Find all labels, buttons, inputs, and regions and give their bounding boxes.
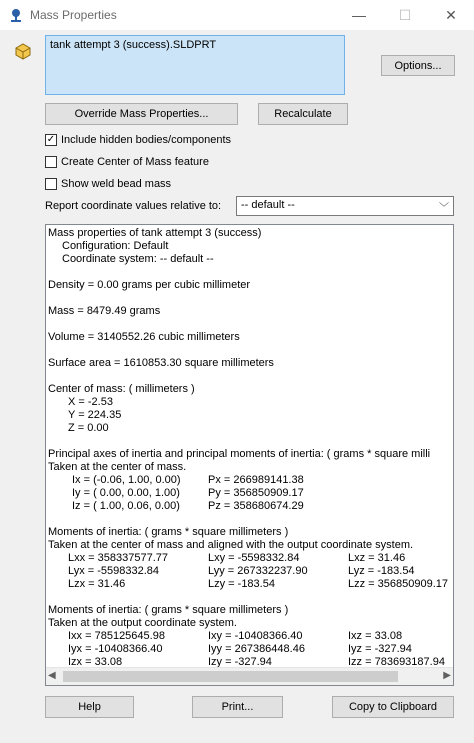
maximize-button[interactable]: ☐ bbox=[398, 6, 412, 23]
create-com-checkbox-row[interactable] bbox=[45, 156, 209, 168]
moi-com-value: Lxz = 31.46 bbox=[348, 552, 406, 564]
create-com-checkbox[interactable] bbox=[45, 156, 57, 168]
moi-com-value: Lxx = 358337577.77 bbox=[68, 552, 169, 564]
moi-com-value: Lxy = -5598332.84 bbox=[208, 552, 300, 564]
include-hidden-checkbox-row[interactable] bbox=[45, 134, 231, 146]
report-coordinate-label: Report coordinate values relative to: bbox=[45, 200, 222, 212]
moi-output-value: Izy = -327.94 bbox=[208, 656, 272, 667]
weld-bead-checkbox-row[interactable] bbox=[45, 178, 171, 190]
moi-com-value: Lzy = -183.54 bbox=[208, 578, 275, 590]
results-header: Mass properties of tank attempt 3 (success) bbox=[48, 227, 262, 239]
scrollbar-thumb[interactable] bbox=[63, 671, 398, 682]
moi-output-value: Iyy = 267386448.46 bbox=[208, 643, 305, 655]
moi-com-value: Lyx = -5598332.84 bbox=[68, 565, 160, 577]
coordinate-system-line: Coordinate system: -- default -- bbox=[62, 253, 214, 265]
volume-line: Volume = 3140552.26 cubic millimeters bbox=[48, 331, 240, 343]
include-hidden-label: Include hidden bodies/components bbox=[61, 134, 232, 146]
moi-output-value: Iyz = -327.94 bbox=[348, 643, 412, 655]
principal-py: Py = 356850909.17 bbox=[208, 487, 304, 499]
horizontal-scrollbar[interactable] bbox=[46, 667, 453, 685]
chevron-down-icon: ﹀ bbox=[439, 203, 449, 214]
part-icon bbox=[14, 42, 32, 60]
scroll-left-icon[interactable]: ◀ bbox=[48, 670, 56, 681]
options-button[interactable]: Options... bbox=[381, 55, 455, 76]
moi-output-sub: Taken at the output coordinate system. bbox=[48, 617, 237, 629]
selected-item[interactable]: tank attempt 3 (success).SLDPRT bbox=[50, 39, 217, 51]
mass-properties-icon bbox=[8, 7, 24, 23]
coordinate-system-select[interactable] bbox=[236, 196, 454, 216]
moi-output-value: Ixy = -10408366.40 bbox=[208, 630, 303, 642]
principal-pz: Pz = 358680674.29 bbox=[208, 500, 304, 512]
moi-output-value: Iyx = -10408366.40 bbox=[68, 643, 163, 655]
moi-output-value: Ixx = 785125645.98 bbox=[68, 630, 165, 642]
moi-com-value: Lzz = 356850909.17 bbox=[348, 578, 448, 590]
principal-header: Principal axes of inertia and principal moments of inertia: ( grams * square milli bbox=[48, 448, 431, 460]
selected-items-list[interactable] bbox=[45, 35, 345, 95]
scroll-right-icon[interactable]: ▶ bbox=[443, 670, 451, 681]
weld-bead-checkbox[interactable] bbox=[45, 178, 57, 190]
configuration-line: Configuration: Default bbox=[62, 240, 169, 252]
surface-area-line: Surface area = 1610853.30 square millimeters bbox=[48, 357, 274, 369]
override-mass-properties-button[interactable]: Override Mass Properties... bbox=[45, 103, 238, 125]
com-z: Z = 0.00 bbox=[68, 422, 109, 434]
coordinate-system-value: -- default -- bbox=[241, 199, 295, 211]
weld-bead-label: Show weld bead mass bbox=[61, 178, 172, 190]
window-title: Mass Properties bbox=[30, 8, 117, 22]
com-x: X = -2.53 bbox=[68, 396, 113, 408]
moi-com-header: Moments of inertia: ( grams * square millimeters ) bbox=[48, 526, 289, 538]
principal-iz: Iz = ( 1.00, 0.06, 0.00) bbox=[72, 500, 180, 512]
moi-com-value: Lzx = 31.46 bbox=[68, 578, 126, 590]
moi-output-value: Izx = 33.08 bbox=[68, 656, 123, 667]
com-header: Center of mass: ( millimeters ) bbox=[48, 383, 195, 395]
density-line: Density = 0.00 grams per cubic millimeter bbox=[48, 279, 251, 291]
principal-iy: Iy = ( 0.00, 0.00, 1.00) bbox=[72, 487, 180, 499]
include-hidden-checkbox[interactable]: ✓ bbox=[46, 134, 56, 145]
create-com-label: Create Center of Mass feature bbox=[61, 156, 209, 168]
com-y: Y = 224.35 bbox=[68, 409, 122, 421]
help-button[interactable]: Help bbox=[45, 696, 134, 718]
principal-sub: Taken at the center of mass. bbox=[48, 461, 187, 473]
minimize-button[interactable]: — bbox=[352, 7, 366, 23]
moi-com-value: Lyy = 267332237.90 bbox=[208, 565, 308, 577]
principal-ix: Ix = (-0.06, 1.00, 0.00) bbox=[72, 474, 181, 486]
copy-to-clipboard-button[interactable]: Copy to Clipboard bbox=[332, 696, 454, 718]
print-button[interactable]: Print... bbox=[192, 696, 283, 718]
title-bar bbox=[0, 0, 474, 30]
mass-line: Mass = 8479.49 grams bbox=[48, 305, 161, 317]
moi-output-header: Moments of inertia: ( grams * square millimeters ) bbox=[48, 604, 289, 616]
recalculate-button[interactable]: Recalculate bbox=[258, 103, 348, 125]
moi-com-value: Lyz = -183.54 bbox=[348, 565, 415, 577]
principal-px: Px = 266989141.38 bbox=[208, 474, 304, 486]
results-text-area[interactable] bbox=[45, 224, 454, 686]
moi-output-value: Ixz = 33.08 bbox=[348, 630, 403, 642]
moi-com-sub: Taken at the center of mass and aligned with the output coordinate system. bbox=[48, 539, 414, 551]
close-button[interactable]: ✕ bbox=[445, 6, 457, 23]
moi-output-value: Izz = 783693187.94 bbox=[348, 656, 445, 667]
results-content bbox=[48, 227, 448, 667]
